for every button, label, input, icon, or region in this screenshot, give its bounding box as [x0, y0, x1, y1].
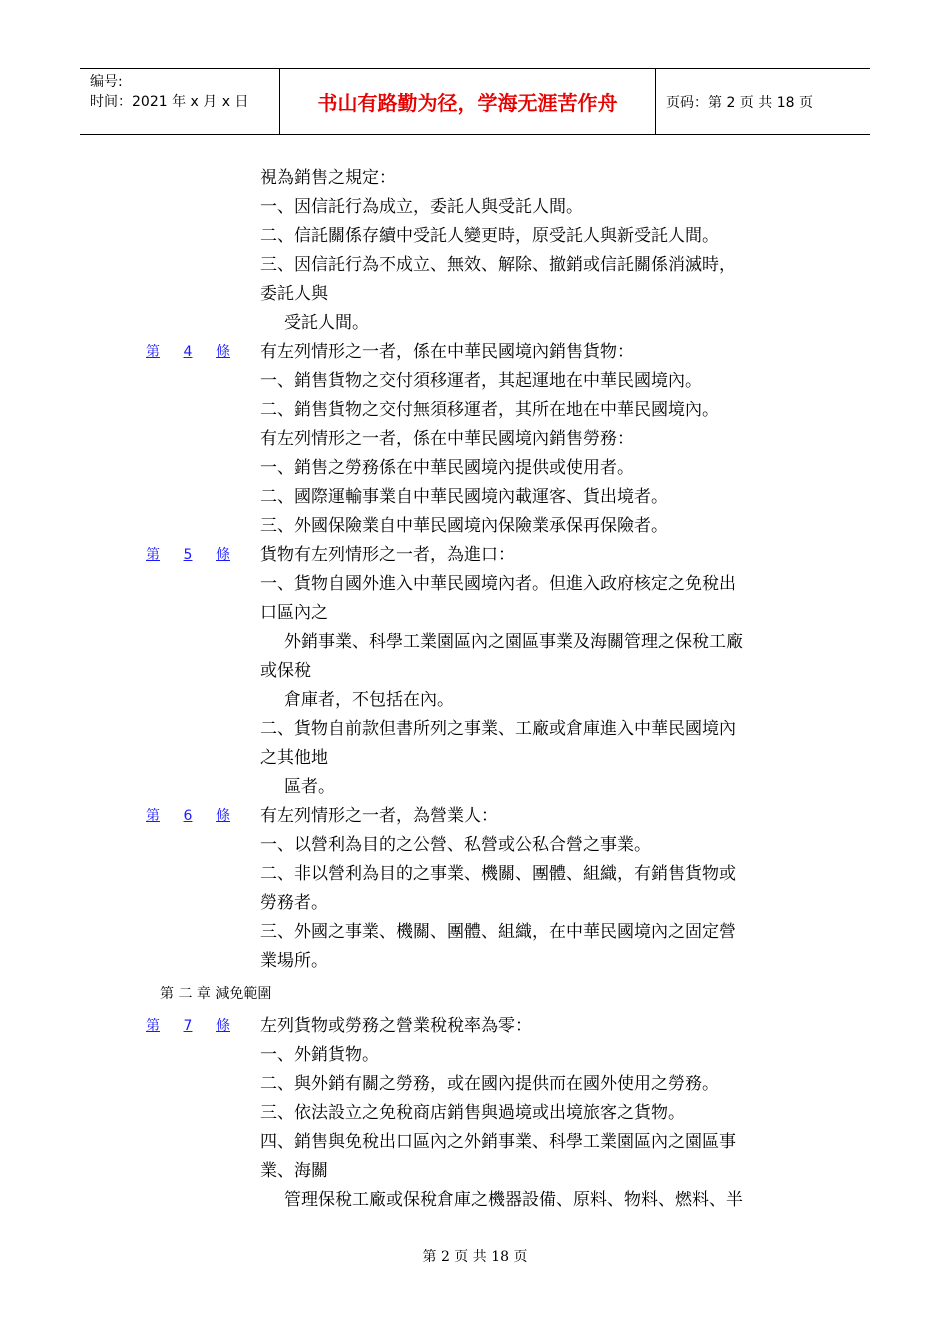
text-line — [0, 425, 950, 454]
text-line — [0, 570, 950, 599]
document-number-label: 编号: — [90, 74, 123, 90]
line-text: 業、海關 — [260, 1161, 328, 1181]
text-line — [0, 309, 950, 338]
text-line — [0, 628, 950, 657]
document-body — [0, 164, 950, 1215]
line-text: 有左列情形之一者，係在中華民國境內銷售勞務： — [260, 429, 634, 449]
article-link-part: 5 — [183, 547, 193, 563]
text-line — [0, 715, 950, 744]
line-text: 一、外銷貨物。 — [260, 1045, 379, 1065]
text-line — [0, 860, 950, 889]
line-text: 二、信託關係存續中受託人變更時，原受託人與新受託人間。 — [260, 226, 719, 246]
line-text: 三、外國保險業自中華民國境內保險業承保再保險者。 — [260, 516, 668, 536]
line-text: 或保稅 — [260, 661, 311, 681]
text-line — [0, 1186, 950, 1215]
line-text: 之其他地 — [260, 748, 328, 768]
text-line — [0, 686, 950, 715]
header-page-label: 页码：第 2 页 共 18 页 — [666, 94, 813, 111]
line-text: 管理保稅工廠或保稅倉庫之機器設備、原料、物料、燃料、半 — [284, 1190, 743, 1210]
text-line — [0, 773, 950, 802]
line-text: 三、外國之事業、機關、團體、組織，在中華民國境內之固定營 — [260, 922, 736, 942]
line-text: 左列貨物或勞務之營業稅稅率為零： — [260, 1016, 532, 1036]
header-motto: 书山有路勤为径，学海无涯苦作舟 — [280, 69, 656, 134]
article-link-part: 第 — [146, 1018, 160, 1034]
line-text: 一、貨物自國外進入中華民國境內者。但進入政府核定之免稅出 — [260, 574, 736, 594]
line-text: 勞務者。 — [260, 893, 328, 913]
line-text: 二、貨物自前款但書所列之事業、工廠或倉庫進入中華民國境內 — [260, 719, 736, 739]
article-link-part: 7 — [183, 1018, 193, 1034]
article-link-part: 條 — [215, 547, 230, 563]
line-text: 二、銷售貨物之交付無須移運者，其所在地在中華民國境內。 — [260, 400, 719, 420]
text-line — [0, 1157, 950, 1186]
text-line — [0, 1099, 950, 1128]
text-line — [0, 1012, 950, 1041]
line-text: 一、以營利為目的之公營、私營或公私合營之事業。 — [260, 835, 651, 855]
article-link[interactable] — [146, 802, 230, 831]
text-line — [0, 657, 950, 686]
article-link-part: 第 — [146, 808, 160, 824]
text-line — [0, 541, 950, 570]
text-line — [0, 512, 950, 541]
article-link[interactable] — [146, 541, 230, 570]
line-text: 二、國際運輸事業自中華民國境內載運客、貨出境者。 — [260, 487, 668, 507]
document-date-label: 时间：2021 年 x 月 x 日 — [90, 94, 249, 110]
line-text: 倉庫者，不包括在內。 — [284, 690, 454, 710]
article-link-part: 條 — [215, 344, 230, 360]
text-line — [0, 1128, 950, 1157]
line-text: 二、非以營利為目的之事業、機關、團體、組織，有銷售貨物或 — [260, 864, 736, 884]
line-text: 三、依法設立之免稅商店銷售與過境或出境旅客之貨物。 — [260, 1103, 685, 1123]
line-text: 視為銷售之規定： — [260, 168, 396, 188]
text-line — [0, 367, 950, 396]
line-text: 三、因信託行為不成立、無效、解除、撤銷或信託關係消滅時， — [260, 255, 736, 275]
chapter-heading: 第 二 章 減免範圍 — [160, 986, 272, 1002]
text-line — [0, 338, 950, 367]
article-link[interactable] — [146, 338, 230, 367]
article-link-part: 第 — [146, 344, 160, 360]
article-link-part: 條 — [215, 808, 230, 824]
article-link-part: 6 — [183, 808, 193, 824]
text-line — [0, 193, 950, 222]
line-text: 貨物有左列情形之一者，為進口： — [260, 545, 515, 565]
line-text: 區者。 — [284, 777, 335, 797]
page-footer: 第 2 页 共 18 页 — [422, 1249, 528, 1265]
text-line — [0, 396, 950, 425]
line-text: 口區內之 — [260, 603, 328, 623]
line-text: 二、與外銷有關之勞務，或在國內提供而在國外使用之勞務。 — [260, 1074, 719, 1094]
text-line — [0, 280, 950, 309]
text-line — [0, 918, 950, 947]
line-text: 外銷事業、科學工業園區內之園區事業及海關管理之保稅工廠 — [284, 632, 743, 652]
text-line — [0, 164, 950, 193]
line-text: 委託人與 — [260, 284, 328, 304]
text-line — [0, 802, 950, 831]
article-link-part: 4 — [183, 344, 193, 360]
article-link-part: 第 — [146, 547, 160, 563]
text-line — [0, 889, 950, 918]
text-line — [0, 744, 950, 773]
line-text: 一、銷售之勞務係在中華民國境內提供或使用者。 — [260, 458, 634, 478]
page-header — [80, 68, 870, 135]
line-text: 有左列情形之一者，為營業人： — [260, 806, 498, 826]
text-line — [0, 1041, 950, 1070]
article-link-part: 條 — [215, 1018, 230, 1034]
text-line — [0, 251, 950, 280]
text-line — [0, 947, 950, 976]
article-link[interactable] — [146, 1012, 230, 1041]
text-line — [0, 483, 950, 512]
line-text: 有左列情形之一者，係在中華民國境內銷售貨物： — [260, 342, 634, 362]
line-text: 受託人間。 — [284, 313, 369, 333]
text-line — [0, 454, 950, 483]
line-text: 業場所。 — [260, 951, 328, 971]
text-line — [0, 1070, 950, 1099]
text-line — [0, 599, 950, 628]
line-text: 四、銷售與免稅出口區內之外銷事業、科學工業園區內之園區事 — [260, 1132, 736, 1152]
text-line — [0, 222, 950, 251]
text-line — [0, 831, 950, 860]
line-text: 一、銷售貨物之交付須移運者，其起運地在中華民國境內。 — [260, 371, 702, 391]
header-meta — [80, 69, 280, 134]
line-text: 一、因信託行為成立，委託人與受託人間。 — [260, 197, 583, 217]
